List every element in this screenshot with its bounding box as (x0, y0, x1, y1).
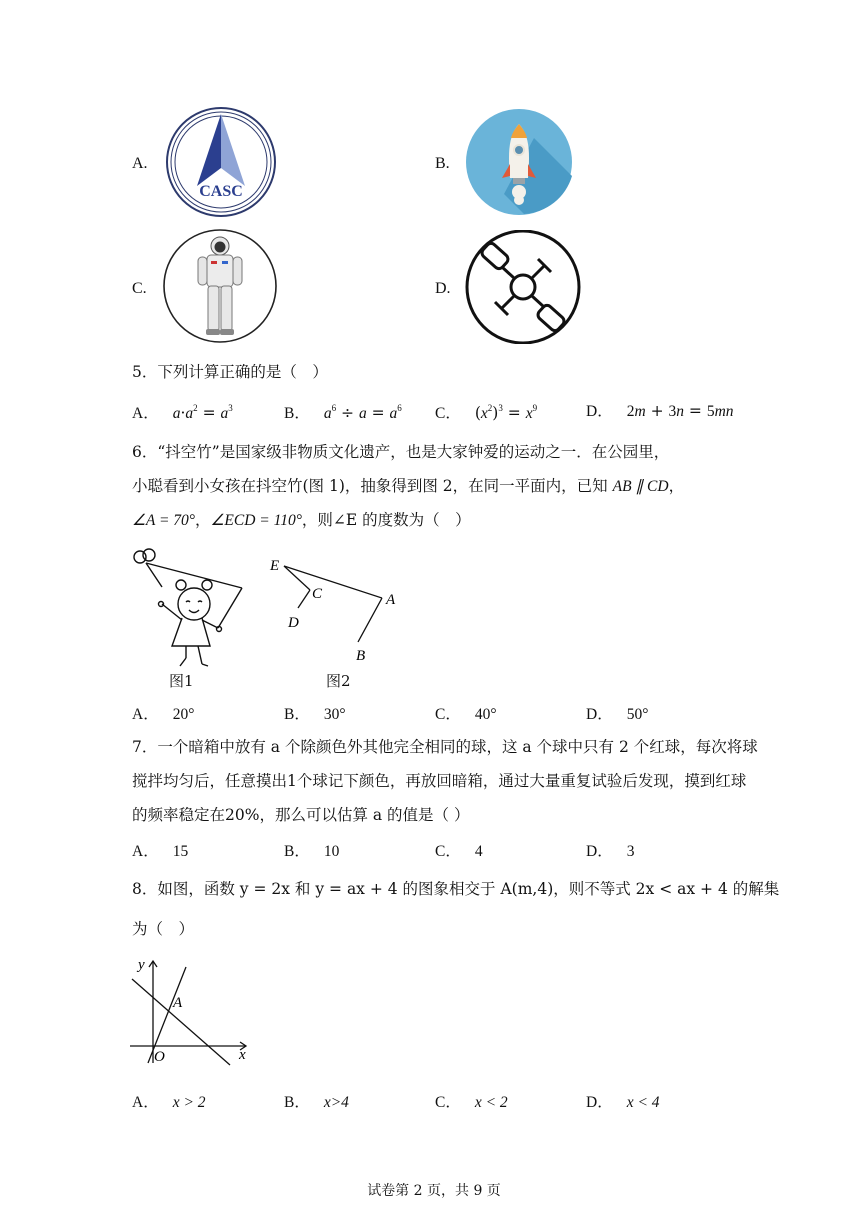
graph-label-a: A (173, 995, 183, 1011)
q6-option-d (586, 707, 648, 723)
q8-option-b-letter: B． (284, 1094, 310, 1111)
q8-line2: 为（ ） (132, 920, 195, 938)
q7-option-a (132, 844, 188, 860)
q5-option-c: C． $(x^2)^3 = x^9$ (435, 403, 538, 422)
q7-option-b-letter: B． (284, 843, 310, 860)
point-b-label: B (356, 648, 366, 664)
q7-option-c-text: 4 (474, 843, 483, 860)
q6-line1: 6．“抖空竹”是国家级非物质文化遗产，也是大家钟爱的运动之一．在公园里， (132, 443, 670, 461)
graph-label-y: y (138, 957, 145, 973)
point-a-label: A (386, 592, 396, 608)
satellite-icon (464, 230, 582, 344)
q6-option-c-text: 40° (474, 706, 497, 723)
q7-option-c-letter: C． (435, 843, 461, 860)
q6-option-d-text: 50° (626, 706, 649, 723)
q6-option-a (132, 707, 194, 723)
q6-option-a-letter: A． (132, 706, 159, 723)
q5-option-b-letter: B． (284, 405, 310, 422)
q6-option-b-text: 30° (323, 706, 346, 723)
q5-stem: 5．下列计算正确的是（ ） (132, 363, 328, 381)
q6-line3: ∠A = 70°，∠ECD = 110°，则∠E 的度数为（ ） (132, 511, 471, 529)
q8-option-d (586, 1095, 660, 1111)
q6-line2-text: 小聪看到小女孩在抖空竹(图 1)，抽象得到图 2，在同一平面内，已知 (132, 477, 613, 495)
q7-option-c (435, 844, 483, 860)
q7-option-b (284, 844, 339, 860)
q6-option-b (284, 707, 346, 723)
q7-option-a-text: 15 (172, 843, 189, 860)
q8-line1: 8．如图，函数 y = 2x 和 y = ax + 4 的图象相交于 A(m,4)，则不等式 2x < ax + 4 的解集 (132, 880, 780, 898)
point-c-label: C (312, 586, 323, 602)
q8-option-a-letter: A． (132, 1094, 159, 1111)
function-graph (126, 955, 256, 1067)
option-a-label: A. (132, 155, 148, 172)
casc-logo-icon (163, 106, 279, 218)
q8-option-b-text: x>4 (323, 1094, 349, 1111)
q6-angle-ecd: ∠ECD = 110° (210, 512, 302, 529)
q6-option-c-letter: C． (435, 706, 461, 723)
q6-option-a-text: 20° (172, 706, 195, 723)
graph-label-x: x (239, 1047, 246, 1063)
astronaut-icon (161, 229, 279, 343)
q8-option-c-letter: C． (435, 1094, 461, 1111)
q8-option-d-text: x < 4 (626, 1094, 660, 1111)
q7-line1: 7．一个暗箱中放有 a 个除颜色外其他完全相同的球，这 a 个球中只有 2 个红球，每次将球 (132, 738, 758, 756)
fig2-caption: 图2 (326, 672, 351, 690)
q7-line2: 搅拌均匀后，任意摸出1个球记下颜色，再放回暗箱，通过大量重复试验后发现，摸到红球 (132, 772, 747, 790)
geometry-figure-2 (262, 552, 402, 668)
point-e-label: E (270, 558, 280, 574)
q8-option-a (132, 1095, 206, 1111)
q5-option-a-letter: A． (132, 405, 159, 422)
q6-option-d-letter: D． (586, 706, 613, 723)
q7-option-b-text: 10 (323, 843, 340, 860)
q7-option-a-letter: A． (132, 843, 159, 860)
q6-line3-suffix: ，则∠E 的度数为（ ） (301, 511, 471, 529)
q7-line3: 的频率稳定在20%，那么可以估算 a 的值是（ ） (132, 806, 470, 824)
q8-option-c-text: x < 2 (474, 1094, 508, 1111)
casc-logo-text: CASC (199, 183, 243, 200)
q5-option-b: B． $a^6 \div a = a^6$ (284, 403, 402, 422)
q6-line2-math: AB ∥ CD (612, 478, 669, 495)
fig1-caption: 图1 (169, 672, 194, 690)
q7-option-d-text: 3 (626, 843, 635, 860)
option-d-label: D. (435, 280, 451, 297)
q8-option-d-letter: D． (586, 1094, 613, 1111)
graph-label-o: O (154, 1049, 165, 1065)
q5-option-d: D． 2m + 3n = 5mn (586, 402, 734, 420)
q8-option-a-text: x > 2 (172, 1094, 206, 1111)
q6-line2: 小聪看到小女孩在抖空竹(图 1)，抽象得到图 2，在同一平面内，已知 AB ∥ CD， (132, 477, 685, 495)
q6-option-c (435, 707, 497, 723)
q8-option-b (284, 1095, 349, 1111)
q8-option-c (435, 1095, 508, 1111)
q5-option-c-letter: C． (435, 405, 461, 422)
point-d-label: D (288, 615, 299, 631)
q5-option-d-letter: D． (586, 403, 613, 420)
q7-option-d (586, 844, 634, 860)
q6-option-b-letter: B． (284, 706, 310, 723)
option-c-label: C. (132, 280, 147, 297)
rocket-icon (464, 108, 574, 216)
option-b-label: B. (435, 155, 450, 172)
q5-option-a: A． $a\cdot a^2 = a^3$ (132, 403, 233, 422)
page-footer: 试卷第 2 页，共 9 页 (367, 1183, 501, 1199)
girl-diabolo-figure (128, 546, 252, 670)
q7-option-d-letter: D． (586, 843, 613, 860)
q6-angle-a: ∠A = 70° (132, 512, 195, 529)
